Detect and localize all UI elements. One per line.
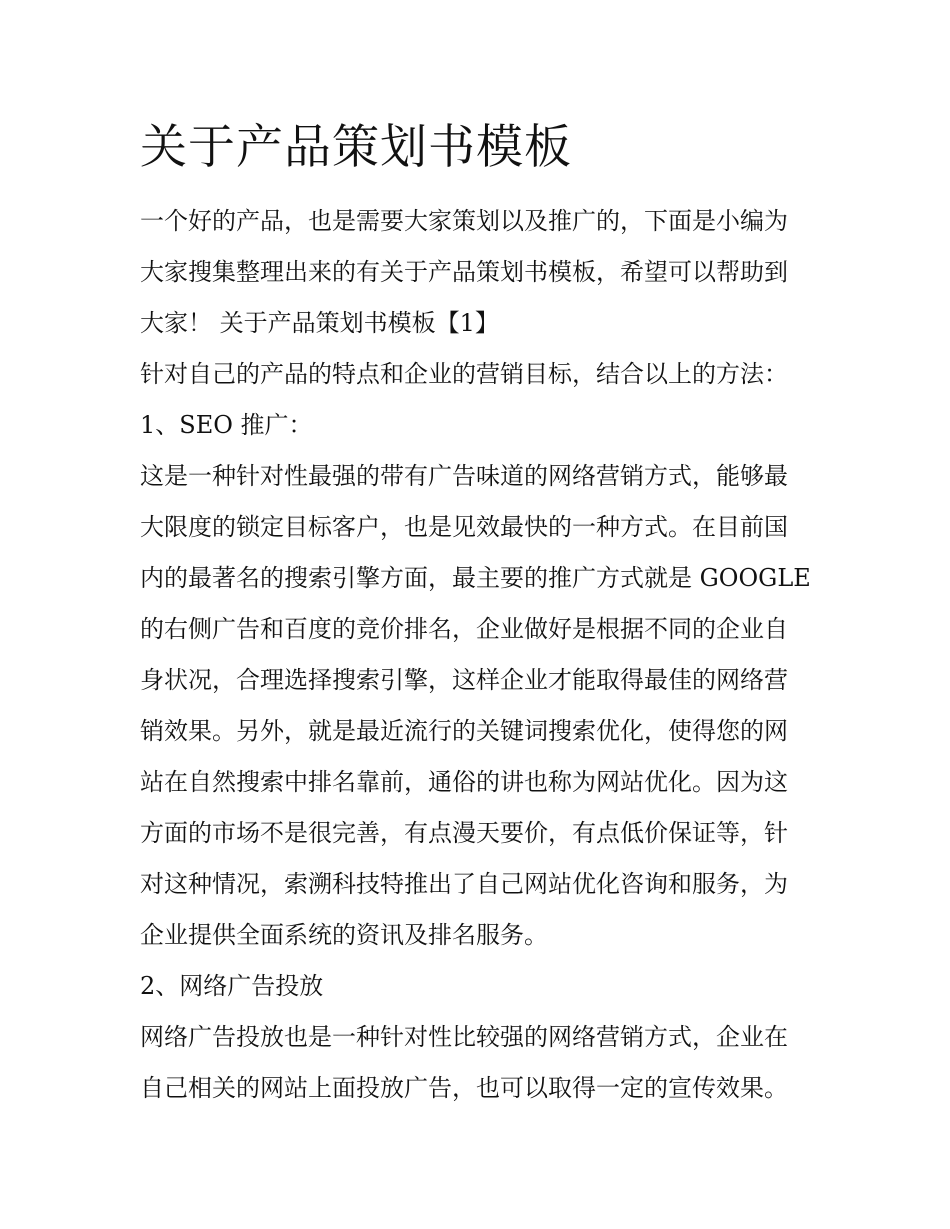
text-line: 大家！ 关于产品策划书模板【1】 (140, 309, 499, 337)
text-line: 网络广告投放也是一种针对性比较强的网络营销方式，企业在 (140, 1023, 788, 1051)
document-title: 关于产品策划书模板 (140, 120, 572, 175)
text-line: 针对自己的产品的特点和企业的营销目标，结合以上的方法： (140, 360, 788, 388)
text-line: 的右侧广告和百度的竞价排名，企业做好是根据不同的企业自 (140, 615, 788, 643)
text-line: 方面的市场不是很完善，有点漫天要价，有点低价保证等，针 (140, 819, 788, 847)
text-line: 企业提供全面系统的资讯及排名服务。 (140, 921, 548, 949)
section-heading-seo: 1、SEO 推广： (140, 411, 313, 439)
text-line: 内的最著名的搜索引擎方面，最主要的推广方式就是 GOOGLE (140, 564, 811, 592)
text-line: 大家搜集整理出来的有关于产品策划书模板，希望可以帮助到 (140, 258, 788, 286)
text-line: 身状况，合理选择搜索引擎，这样企业才能取得最佳的网络营 (140, 666, 788, 694)
text-line: 销效果。另外，就是最近流行的关键词搜索优化，使得您的网 (140, 717, 788, 745)
document-body (140, 196, 820, 1114)
text-line: 这是一种针对性最强的带有广告味道的网络营销方式，能够最 (140, 462, 788, 490)
text-line: 站在自然搜索中排名靠前，通俗的讲也称为网站优化。因为这 (140, 768, 788, 796)
section-heading-ads: 2、网络广告投放 (140, 972, 324, 1000)
text-line: 自己相关的网站上面投放广告，也可以取得一定的宣传效果。 (140, 1074, 788, 1102)
text-line: 一个好的产品，也是需要大家策划以及推广的，下面是小编为 (140, 207, 788, 235)
text-line: 对这种情况，索溯科技特推出了自己网站优化咨询和服务，为 (140, 870, 788, 898)
text-line: 大限度的锁定目标客户，也是见效最快的一种方式。在目前国 (140, 513, 788, 541)
